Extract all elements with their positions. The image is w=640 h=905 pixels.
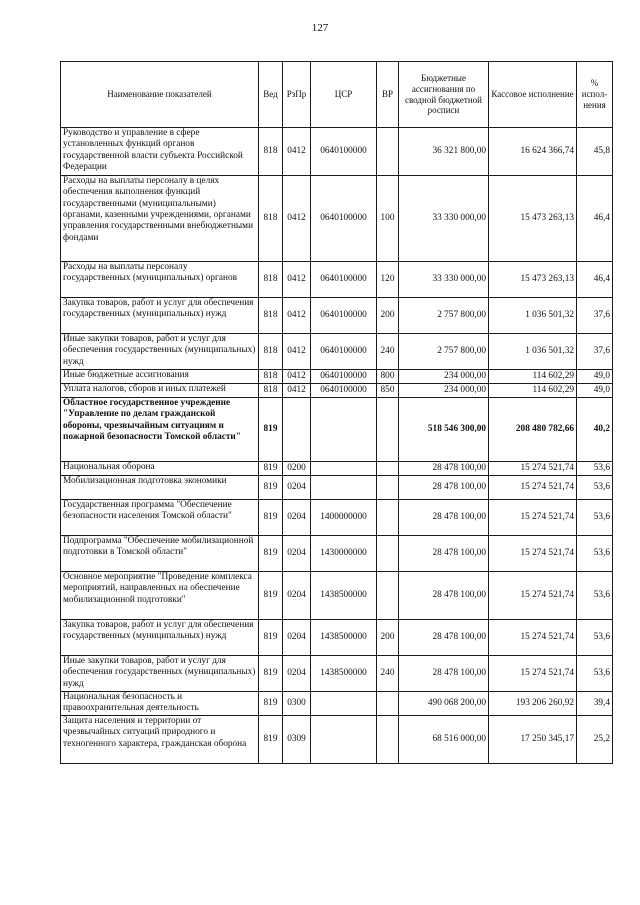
row-csr-cell: 1438500000 (311, 620, 377, 656)
row-ved-cell: 819 (259, 620, 283, 656)
table-row (61, 298, 613, 334)
row-rzpr-cell: 0412 (283, 128, 311, 176)
row-assignments-cell: 28 478 100,00 (399, 476, 489, 500)
row-vr-cell (377, 536, 399, 572)
row-name-cell: Основное мероприятие "Проведение комплекса мероприятий, направленных на обеспечение мобилизационной подготовки" (61, 572, 259, 620)
row-csr-cell (311, 692, 377, 716)
row-percent-cell: 37,6 (577, 334, 613, 370)
header-csr: ЦСР (311, 62, 377, 128)
row-assignments-cell: 36 321 800,00 (399, 128, 489, 176)
row-cash-cell: 1 036 501,32 (489, 334, 577, 370)
row-name-cell: Защита населения и территории от чрезвычайных ситуаций природного и техногенного характера, гражданская оборона (61, 716, 259, 764)
table-body (61, 128, 613, 764)
row-ved-cell: 819 (259, 398, 283, 462)
table-row (61, 476, 613, 500)
row-percent-cell: 46,4 (577, 262, 613, 298)
row-rzpr-cell: 0204 (283, 572, 311, 620)
row-ved-cell: 819 (259, 572, 283, 620)
row-percent-cell: 53,6 (577, 620, 613, 656)
header-name: Наименование показателей (61, 62, 259, 128)
row-rzpr-cell: 0204 (283, 500, 311, 536)
row-cash-cell: 16 624 366,74 (489, 128, 577, 176)
row-ved-cell: 818 (259, 298, 283, 334)
row-rzpr-cell: 0204 (283, 476, 311, 500)
row-percent-cell: 25,2 (577, 716, 613, 764)
row-rzpr-cell: 0412 (283, 262, 311, 298)
row-vr-cell: 120 (377, 262, 399, 298)
row-ved-cell: 819 (259, 500, 283, 536)
table-header-row (61, 62, 613, 128)
row-vr-cell (377, 500, 399, 536)
row-rzpr-cell: 0204 (283, 536, 311, 572)
row-percent-cell: 37,6 (577, 298, 613, 334)
header-rzpr: РзПр (283, 62, 311, 128)
row-vr-cell (377, 716, 399, 764)
row-assignments-cell: 2 757 800,00 (399, 334, 489, 370)
header-percent: % испол-нения (577, 62, 613, 128)
table-row (61, 398, 613, 462)
row-name-cell: Мобилизационная подготовка экономики (61, 476, 259, 500)
page-number: 127 (311, 22, 329, 34)
row-csr-cell: 1438500000 (311, 572, 377, 620)
row-name-cell: Областное государственное учреждение "Управление по делам гражданской обороны, чрезвычайным ситуациям и пожарной безопасности Томской области" (61, 398, 259, 462)
row-percent-cell: 53,6 (577, 500, 613, 536)
row-csr-cell: 0640100000 (311, 298, 377, 334)
row-percent-cell: 53,6 (577, 656, 613, 692)
row-percent-cell: 40,2 (577, 398, 613, 462)
row-csr-cell: 0640100000 (311, 176, 377, 262)
row-rzpr-cell: 0200 (283, 462, 311, 476)
row-assignments-cell: 2 757 800,00 (399, 298, 489, 334)
row-percent-cell: 49,0 (577, 370, 613, 384)
row-rzpr-cell: 0412 (283, 384, 311, 398)
row-rzpr-cell: 0309 (283, 716, 311, 764)
row-rzpr-cell: 0204 (283, 620, 311, 656)
header-cash-execution: Кассовое исполнение (489, 62, 577, 128)
row-cash-cell: 193 206 260,92 (489, 692, 577, 716)
row-rzpr-cell: 0412 (283, 334, 311, 370)
row-vr-cell: 100 (377, 176, 399, 262)
table-row (61, 620, 613, 656)
row-csr-cell: 1400000000 (311, 500, 377, 536)
row-ved-cell: 818 (259, 334, 283, 370)
row-percent-cell: 53,6 (577, 536, 613, 572)
header-assignments: Бюджетные ассигнования по сводной бюджетной росписи (399, 62, 489, 128)
row-cash-cell: 1 036 501,32 (489, 298, 577, 334)
row-rzpr-cell: 0412 (283, 176, 311, 262)
table-row (61, 656, 613, 692)
row-ved-cell: 818 (259, 176, 283, 262)
row-assignments-cell: 234 000,00 (399, 384, 489, 398)
row-ved-cell: 818 (259, 384, 283, 398)
row-assignments-cell: 490 068 200,00 (399, 692, 489, 716)
row-assignments-cell: 28 478 100,00 (399, 462, 489, 476)
table-row (61, 334, 613, 370)
row-name-cell: Руководство и управление в сфере установленных функций органов государственной власти субъекта Российской Федерации (61, 128, 259, 176)
row-assignments-cell: 518 546 300,00 (399, 398, 489, 462)
row-cash-cell: 114 602,29 (489, 384, 577, 398)
budget-table (60, 61, 613, 764)
table-row (61, 262, 613, 298)
row-csr-cell: 0640100000 (311, 262, 377, 298)
row-cash-cell: 15 274 521,74 (489, 500, 577, 536)
row-name-cell: Уплата налогов, сборов и иных платежей (61, 384, 259, 398)
row-ved-cell: 819 (259, 716, 283, 764)
row-name-cell: Подпрограмма "Обеспечение мобилизационной подготовки в Томской области" (61, 536, 259, 572)
row-name-cell: Закупка товаров, работ и услуг для обеспечения государственных (муниципальных) нужд (61, 298, 259, 334)
row-assignments-cell: 33 330 000,00 (399, 176, 489, 262)
header-ved: Вед (259, 62, 283, 128)
row-ved-cell: 818 (259, 128, 283, 176)
row-ved-cell: 819 (259, 692, 283, 716)
row-csr-cell: 1438500000 (311, 656, 377, 692)
row-assignments-cell: 28 478 100,00 (399, 572, 489, 620)
row-cash-cell: 15 274 521,74 (489, 476, 577, 500)
row-ved-cell: 819 (259, 536, 283, 572)
header-vr: ВР (377, 62, 399, 128)
row-cash-cell: 15 274 521,74 (489, 572, 577, 620)
row-ved-cell: 818 (259, 370, 283, 384)
row-csr-cell (311, 462, 377, 476)
row-csr-cell (311, 716, 377, 764)
row-csr-cell: 1430000000 (311, 536, 377, 572)
table-row (61, 384, 613, 398)
table-row (61, 462, 613, 476)
row-ved-cell: 819 (259, 656, 283, 692)
table-row (61, 176, 613, 262)
row-name-cell: Иные бюджетные ассигнования (61, 370, 259, 384)
row-vr-cell (377, 692, 399, 716)
row-rzpr-cell: 0204 (283, 656, 311, 692)
row-vr-cell (377, 128, 399, 176)
row-cash-cell: 17 250 345,17 (489, 716, 577, 764)
row-csr-cell: 0640100000 (311, 128, 377, 176)
row-vr-cell: 800 (377, 370, 399, 384)
row-name-cell: Расходы на выплаты персоналу государственных (муниципальных) органов (61, 262, 259, 298)
row-cash-cell: 15 274 521,74 (489, 462, 577, 476)
row-percent-cell: 49,0 (577, 384, 613, 398)
row-cash-cell: 15 274 521,74 (489, 656, 577, 692)
row-cash-cell: 114 602,29 (489, 370, 577, 384)
row-csr-cell: 0640100000 (311, 370, 377, 384)
row-ved-cell: 819 (259, 462, 283, 476)
row-percent-cell: 39,4 (577, 692, 613, 716)
table-row (61, 572, 613, 620)
row-rzpr-cell (283, 398, 311, 462)
table-row (61, 536, 613, 572)
row-name-cell: Закупка товаров, работ и услуг для обеспечения государственных (муниципальных) нужд (61, 620, 259, 656)
row-rzpr-cell: 0412 (283, 298, 311, 334)
row-assignments-cell: 28 478 100,00 (399, 656, 489, 692)
row-csr-cell (311, 476, 377, 500)
row-assignments-cell: 28 478 100,00 (399, 500, 489, 536)
table-row (61, 716, 613, 764)
row-vr-cell (377, 476, 399, 500)
table-row (61, 128, 613, 176)
row-assignments-cell: 28 478 100,00 (399, 620, 489, 656)
row-cash-cell: 15 274 521,74 (489, 536, 577, 572)
row-assignments-cell: 33 330 000,00 (399, 262, 489, 298)
row-vr-cell (377, 462, 399, 476)
row-name-cell: Расходы на выплаты персоналу в целях обеспечения выполнения функций государственными (муниципальными) органами, казенными учреждениями, органами управления государственными внебюджетными фондами (61, 176, 259, 262)
row-vr-cell: 850 (377, 384, 399, 398)
table-row (61, 370, 613, 384)
row-ved-cell: 818 (259, 262, 283, 298)
row-name-cell: Иные закупки товаров, работ и услуг для обеспечения государственных (муниципальных) нужд (61, 334, 259, 370)
table-row (61, 500, 613, 536)
table-row (61, 692, 613, 716)
row-vr-cell: 240 (377, 334, 399, 370)
row-assignments-cell: 28 478 100,00 (399, 536, 489, 572)
row-vr-cell (377, 398, 399, 462)
row-cash-cell: 15 274 521,74 (489, 620, 577, 656)
row-rzpr-cell: 0412 (283, 370, 311, 384)
row-name-cell: Национальная оборона (61, 462, 259, 476)
row-percent-cell: 45,8 (577, 128, 613, 176)
row-percent-cell: 53,6 (577, 462, 613, 476)
row-name-cell: Иные закупки товаров, работ и услуг для обеспечения государственных (муниципальных) нужд (61, 656, 259, 692)
row-cash-cell: 15 473 263,13 (489, 262, 577, 298)
row-percent-cell: 53,6 (577, 476, 613, 500)
row-percent-cell: 53,6 (577, 572, 613, 620)
row-csr-cell: 0640100000 (311, 334, 377, 370)
row-name-cell: Национальная безопасность и правоохранительная деятельность (61, 692, 259, 716)
row-csr-cell (311, 398, 377, 462)
row-vr-cell: 200 (377, 620, 399, 656)
row-name-cell: Государственная программа "Обеспечение безопасности населения Томской области" (61, 500, 259, 536)
row-cash-cell: 15 473 263,13 (489, 176, 577, 262)
row-vr-cell: 200 (377, 298, 399, 334)
row-ved-cell: 819 (259, 476, 283, 500)
row-rzpr-cell: 0300 (283, 692, 311, 716)
row-cash-cell: 208 480 782,66 (489, 398, 577, 462)
row-vr-cell: 240 (377, 656, 399, 692)
row-csr-cell: 0640100000 (311, 384, 377, 398)
row-vr-cell (377, 572, 399, 620)
row-percent-cell: 46,4 (577, 176, 613, 262)
row-assignments-cell: 68 516 000,00 (399, 716, 489, 764)
row-assignments-cell: 234 000,00 (399, 370, 489, 384)
